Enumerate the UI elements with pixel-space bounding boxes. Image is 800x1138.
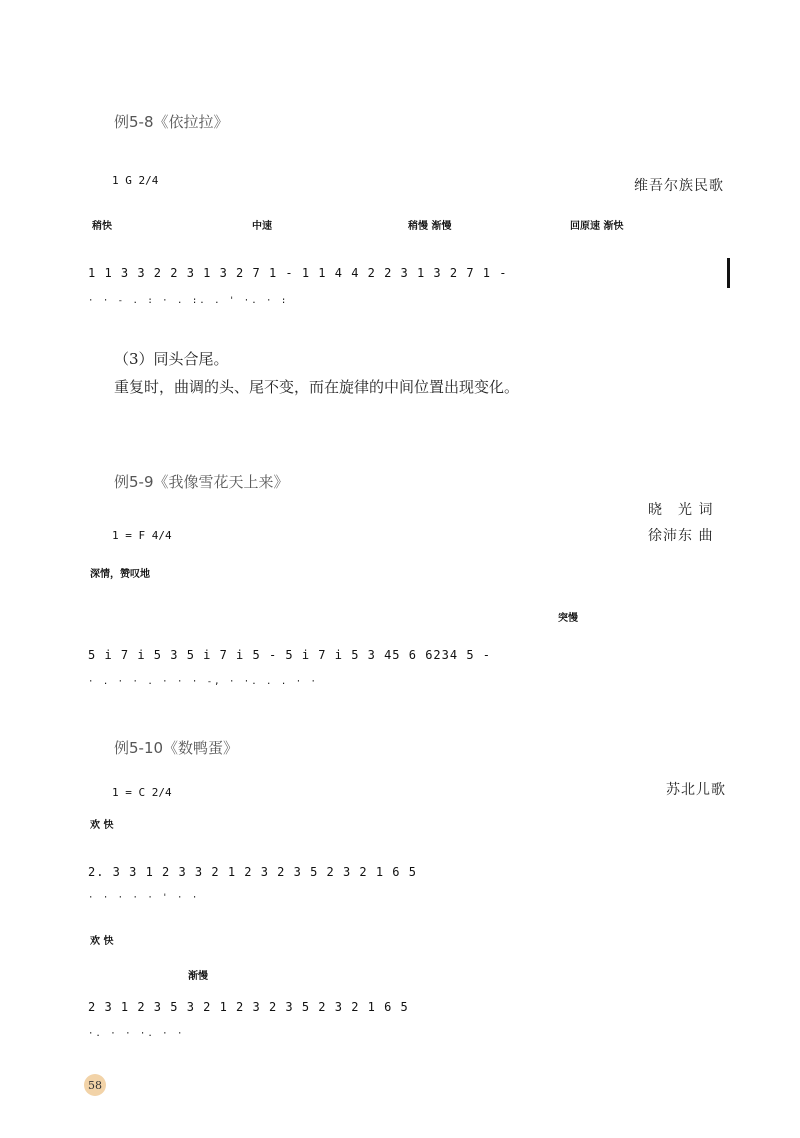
example-5-8-marking-2: 中速 bbox=[252, 221, 272, 232]
example-5-9-composer: 徐沛东 曲 bbox=[648, 528, 714, 544]
example-5-8-title: 例5-8《依拉拉》 bbox=[114, 113, 229, 131]
example-5-10-line-2-label: 欢 快 bbox=[90, 936, 114, 947]
example-5-8-notation: 1 1 3 3 2 2 3 1 3 2 7 1 - 1 1 4 4 2 2 3 1 3 2 7 1 - bbox=[88, 266, 508, 280]
example-5-8-key: 1 G 2/4 bbox=[112, 174, 159, 187]
example-5-10-title: 例5-10《数鸭蛋》 bbox=[114, 739, 239, 757]
example-5-9-lyricist: 晓 光 词 bbox=[648, 502, 714, 518]
example-5-9-tempo: 深情，赞叹地 bbox=[90, 569, 150, 580]
section-paragraph: 重复时，曲调的头、尾不变，而在旋律的中间位置出现变化。 bbox=[114, 378, 520, 396]
example-5-8-final-barline bbox=[727, 258, 730, 288]
example-5-9-marking: 突慢 bbox=[558, 613, 578, 624]
example-5-10-origin: 苏北儿歌 bbox=[666, 782, 726, 798]
example-5-10-line-2-notation: 2 3 1 2 3 5 3 2 1 2 3 2 3 5 2 3 2 1 6 5 bbox=[88, 1000, 409, 1014]
example-5-10-line-1-label: 欢 快 bbox=[90, 820, 114, 831]
section-heading: （3）同头合尾。 bbox=[114, 350, 229, 368]
example-5-10-key: 1 = C 2/4 bbox=[112, 786, 172, 799]
example-5-9-notation: 5 i 7 i 5 3 5 i 7 i 5 - 5 i 7 i 5 3 45 6 6234 5 - bbox=[88, 648, 492, 662]
example-5-10-line-1-octave-dots: · · · · · ' · · bbox=[88, 893, 200, 903]
example-5-8-octave-dots: · · - . : · . :. . ' ·. · : bbox=[88, 296, 289, 306]
example-5-10-line-2-marking: 渐慢 bbox=[188, 971, 208, 982]
example-5-8-origin: 维吾尔族民歌 bbox=[634, 178, 724, 194]
example-5-9-key: 1 = F 4/4 bbox=[112, 529, 172, 542]
page-number: 58 bbox=[84, 1074, 106, 1096]
example-5-9-title: 例5-9《我像雪花天上来》 bbox=[114, 473, 289, 491]
example-5-9-octave-dots: · . · · . · · · -, · ·. . . · · bbox=[88, 677, 318, 687]
example-5-10-line-2-octave-dots: ·. · · ·. · · bbox=[88, 1029, 185, 1039]
example-5-8-marking-3: 稍慢 渐慢 bbox=[408, 221, 452, 232]
example-5-8-marking-1: 稍快 bbox=[92, 221, 112, 232]
example-5-8-marking-4: 回原速 渐快 bbox=[570, 221, 624, 232]
example-5-10-line-1-notation: 2. 3 3 1 2 3 3 2 1 2 3 2 3 5 2 3 2 1 6 5 bbox=[88, 865, 417, 879]
